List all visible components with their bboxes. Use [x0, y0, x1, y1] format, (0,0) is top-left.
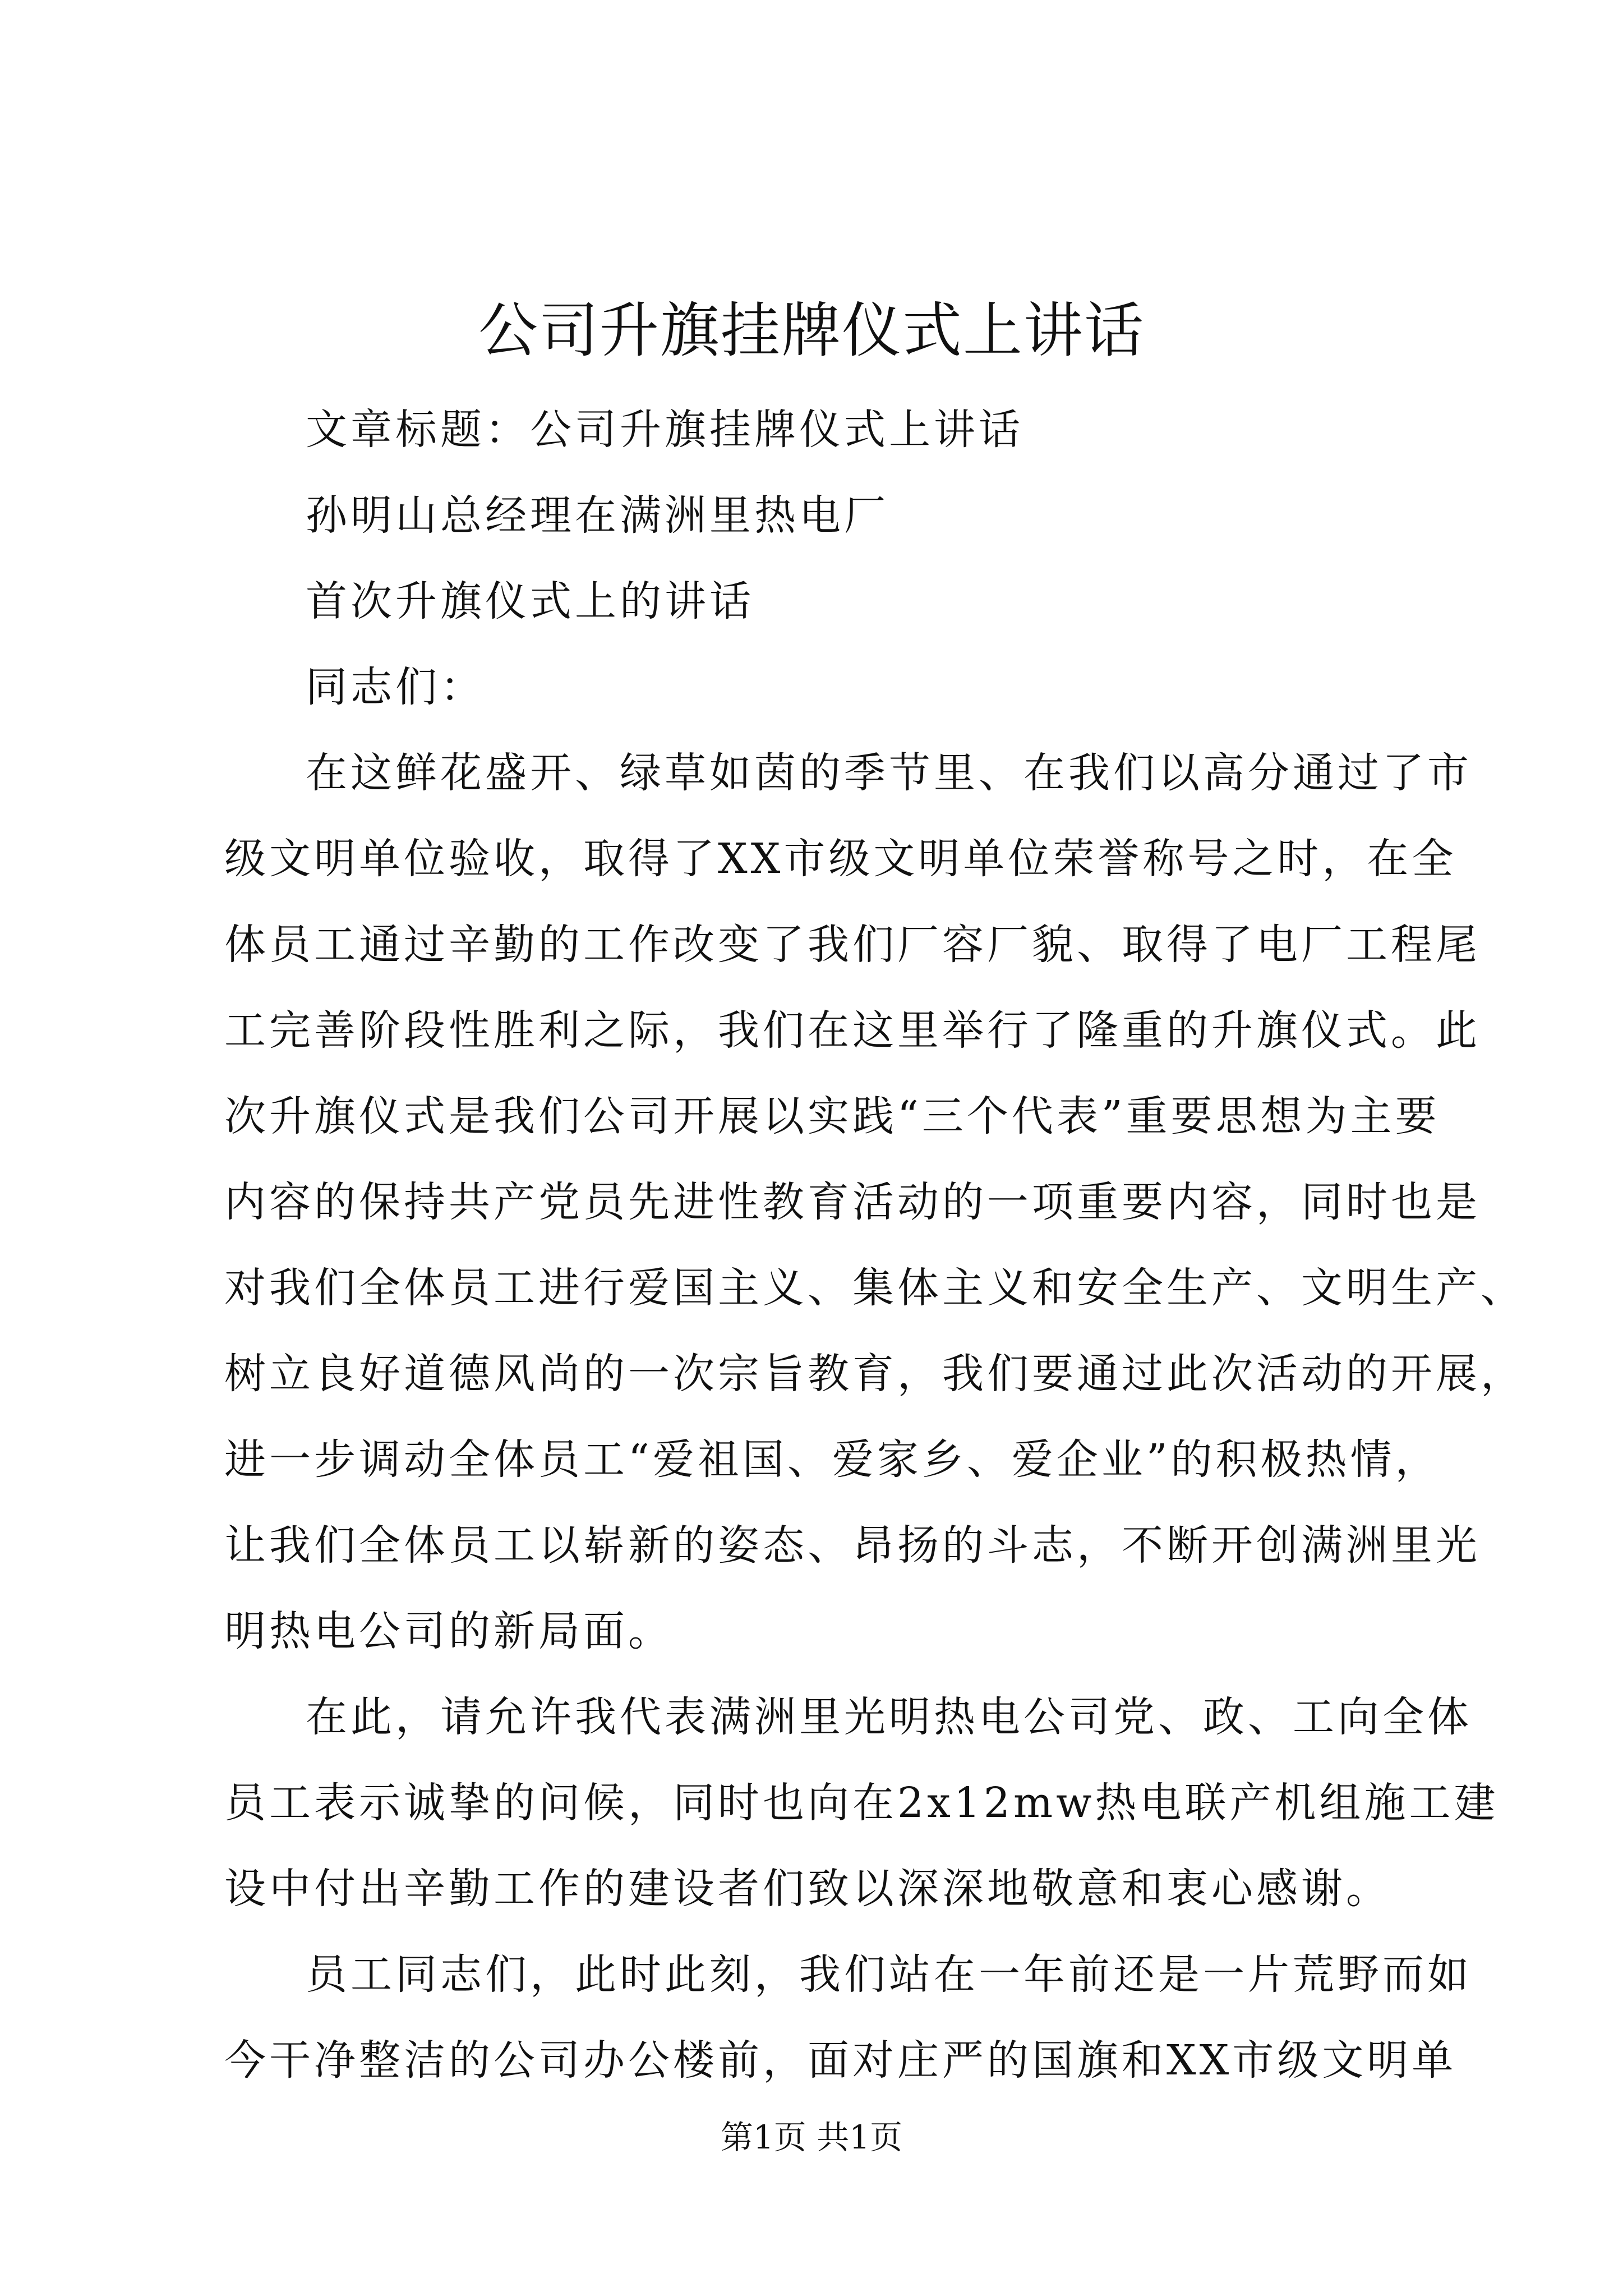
speaker-line: 孙明山总经理在满洲里热电厂 [306, 491, 889, 540]
paragraph-line: 内容的保持共产党员先进性教育活动的一项重要内容，同时也是 [224, 1178, 1481, 1226]
paragraph-line: 设中付出辛勤工作的建设者们致以深深地敬意和衷心感谢。 [224, 1865, 1391, 1913]
paragraph-line: 工完善阶段性胜利之际，我们在这里举行了隆重的升旗仪式。此 [224, 1006, 1481, 1055]
paragraph-line: 今干净整洁的公司办公楼前，面对庄严的国旗和XX市级文明单 [224, 2036, 1457, 2085]
paragraph-line: 在这鲜花盛开、绿草如茵的季节里、在我们以高分通过了市 [306, 749, 1472, 797]
paragraph-line: 对我们全体员工进行爱国主义、集体主义和安全生产、文明生产、 [224, 1264, 1525, 1312]
paragraph-line: 员工表示诚挚的问候，同时也向在2x12mw热电联产机组施工建 [224, 1779, 1499, 1827]
paragraph-line: 树立良好道德风尚的一次宗旨教育，我们要通过此次活动的开展， [224, 1350, 1525, 1398]
paragraph-2 [224, 1674, 1499, 1932]
paragraph-line: 让我们全体员工以崭新的姿态、昂扬的斗志，不断开创满洲里光 [224, 1521, 1481, 1570]
paragraph-line: 明热电公司的新局面。 [224, 1607, 673, 1655]
salutation-line: 同志们： [306, 663, 485, 711]
paragraph-line: 次升旗仪式是我们公司开展以实践“三个代表”重要思想为主要 [224, 1092, 1440, 1140]
paragraph-3 [224, 1932, 1472, 2104]
document-body [224, 387, 1525, 2104]
article-title-line: 文章标题：公司升旗挂牌仪式上讲话 [306, 406, 1023, 454]
document-title: 公司升旗挂牌仪式上讲话 [478, 296, 1145, 365]
paragraph-line: 进一步调动全体员工“爱祖国、爱家乡、爱企业”的积极热情， [224, 1435, 1440, 1484]
occasion-line: 首次升旗仪式上的讲话 [306, 577, 754, 625]
page-number-footer: 第1页 共1页 [720, 2118, 903, 2156]
paragraph-line: 级文明单位验收，取得了XX市级文明单位荣誉称号之时，在全 [224, 835, 1457, 883]
paragraph-1 [224, 730, 1525, 1674]
paragraph-line: 员工同志们，此时此刻，我们站在一年前还是一片荒野而如 [306, 1950, 1472, 1999]
paragraph-line: 体员工通过辛勤的工作改变了我们厂容厂貌、取得了电厂工程尾 [224, 921, 1481, 969]
paragraph-line: 在此，请允许我代表满洲里光明热电公司党、政、工向全体 [306, 1693, 1472, 1741]
